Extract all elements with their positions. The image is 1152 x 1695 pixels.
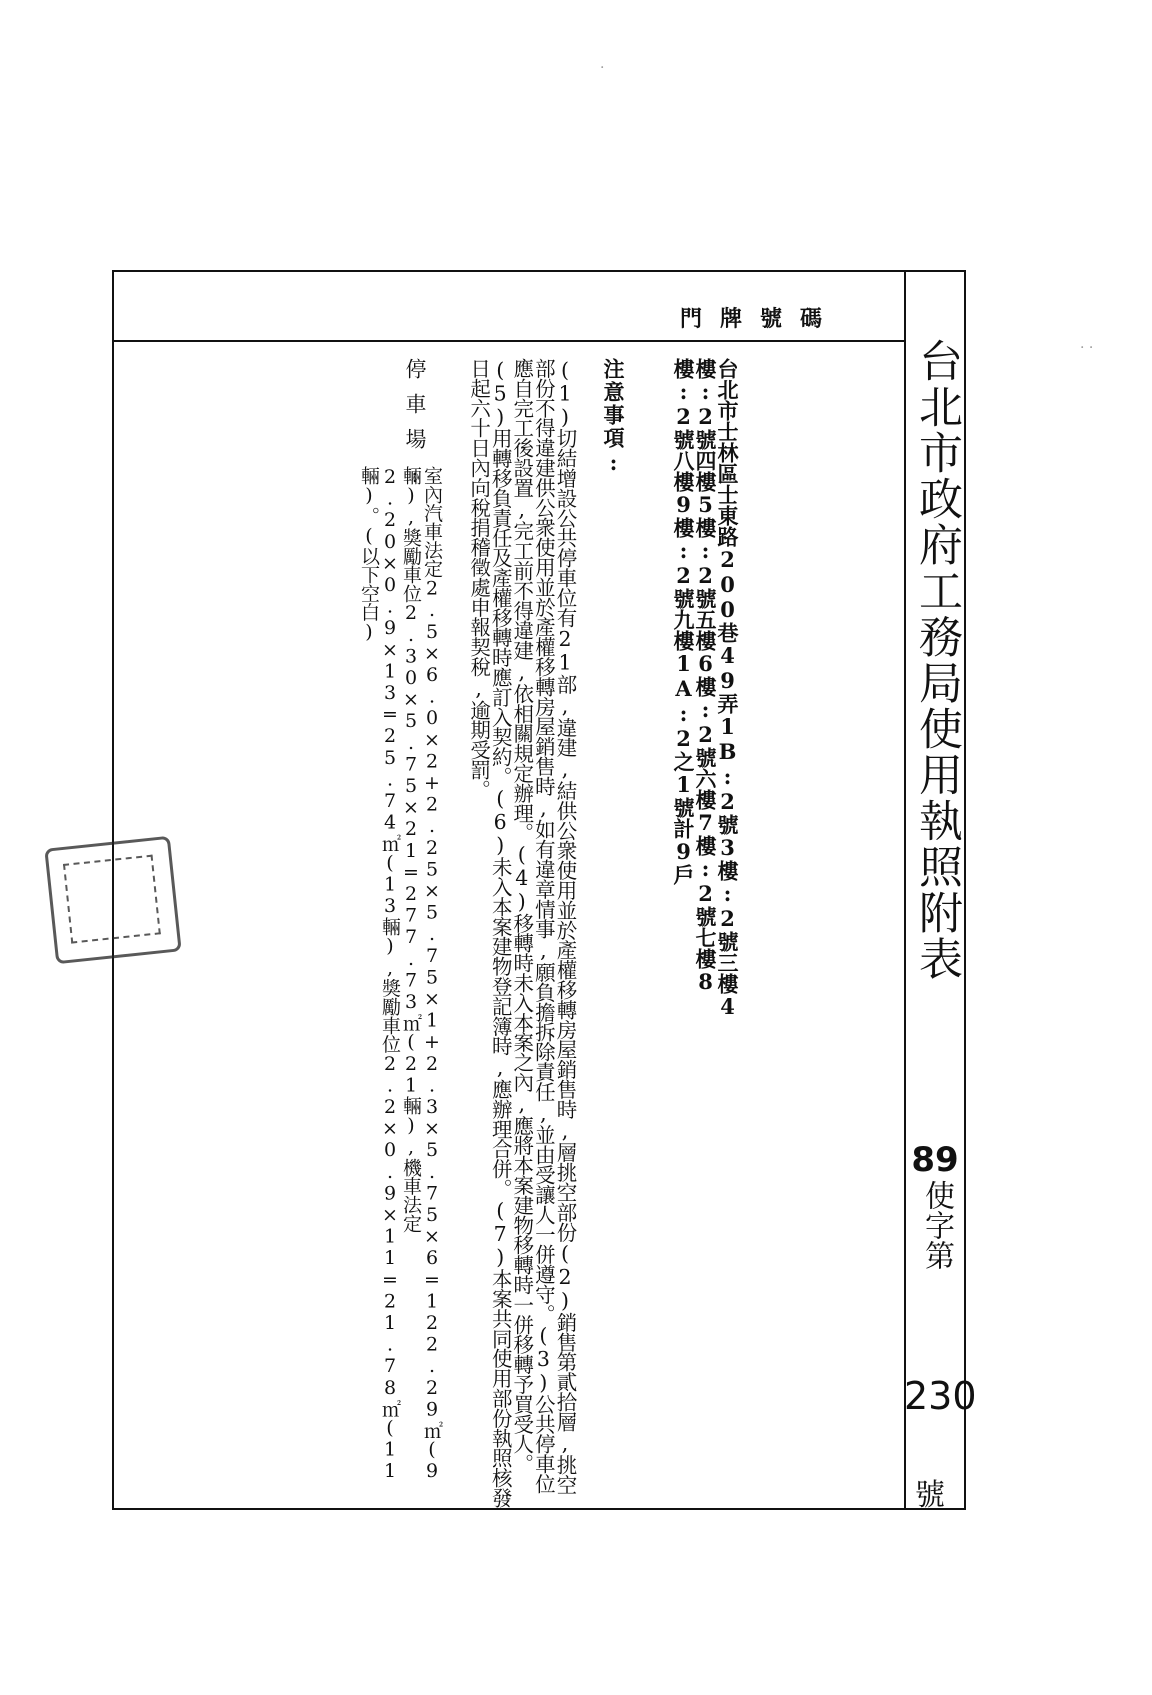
address-block: 台北市士林區士東路200巷49弄1B:2號3樓:2號三樓4樓:2號四樓5樓:2號五樓6樓:2號六樓7樓:2號七樓8樓:2號八樓9樓:2號九樓1A:2之1號計9戶	[671, 358, 740, 1019]
notes-text: (1)切結增設公共停車位有21部,違建,結供公衆使用並於產權移轉房屋銷售時,層挑空部份(2)銷售第貳拾層,挑空部份不得違建供公衆使用並於產權移轉房屋銷售時,如有違章情事,願負擔拆除責任,並由受讓人一併遵守。(3)公共停車位應自完工後設置,完工前不得違建,依相關規定辦理。(4)移轉時未入本案之內,應將本案建物移轉時一併移轉予買受人。(5)用轉移負責任及產權移轉時應訂入契約。(6)未入本案建物登記簿時,應辦理合併。(7)本案共同使用部份執照核發日起六十日內向稅捐稽徵處申報契稅,逾期受罰。	[466, 358, 577, 1508]
parking-text: 室內汽車法定2.5×6.0×2+2.25×5.75×1+2.3×5.75×6=122.29㎡(9輛),獎勵車位2.30×5.75×21=277.73㎡(21輛),機車法定2.20×0.9×13=25.74㎡(13輛),獎勵車位2.2×0.9×11=21.78㎡(11輛)。(以下空白)	[358, 466, 443, 1482]
official-stamp	[44, 836, 181, 965]
form-title: 台北市政府工務局使用執照附表	[911, 338, 962, 982]
notes-label: 注意事項:	[601, 358, 626, 477]
doc-number: 230	[904, 1374, 977, 1418]
stamp-inner-border	[63, 855, 161, 944]
scan-speck: · ·	[1080, 340, 1094, 356]
doc-year: 89	[911, 1140, 959, 1180]
door-number-heading: 門牌號碼	[680, 306, 841, 332]
parking-label: 停車場:	[403, 358, 427, 501]
doc-suffix: 號	[915, 1478, 945, 1513]
header-divider	[112, 340, 904, 342]
scan-speck: ·	[600, 60, 605, 76]
doc-word: 使字第	[919, 1180, 954, 1270]
